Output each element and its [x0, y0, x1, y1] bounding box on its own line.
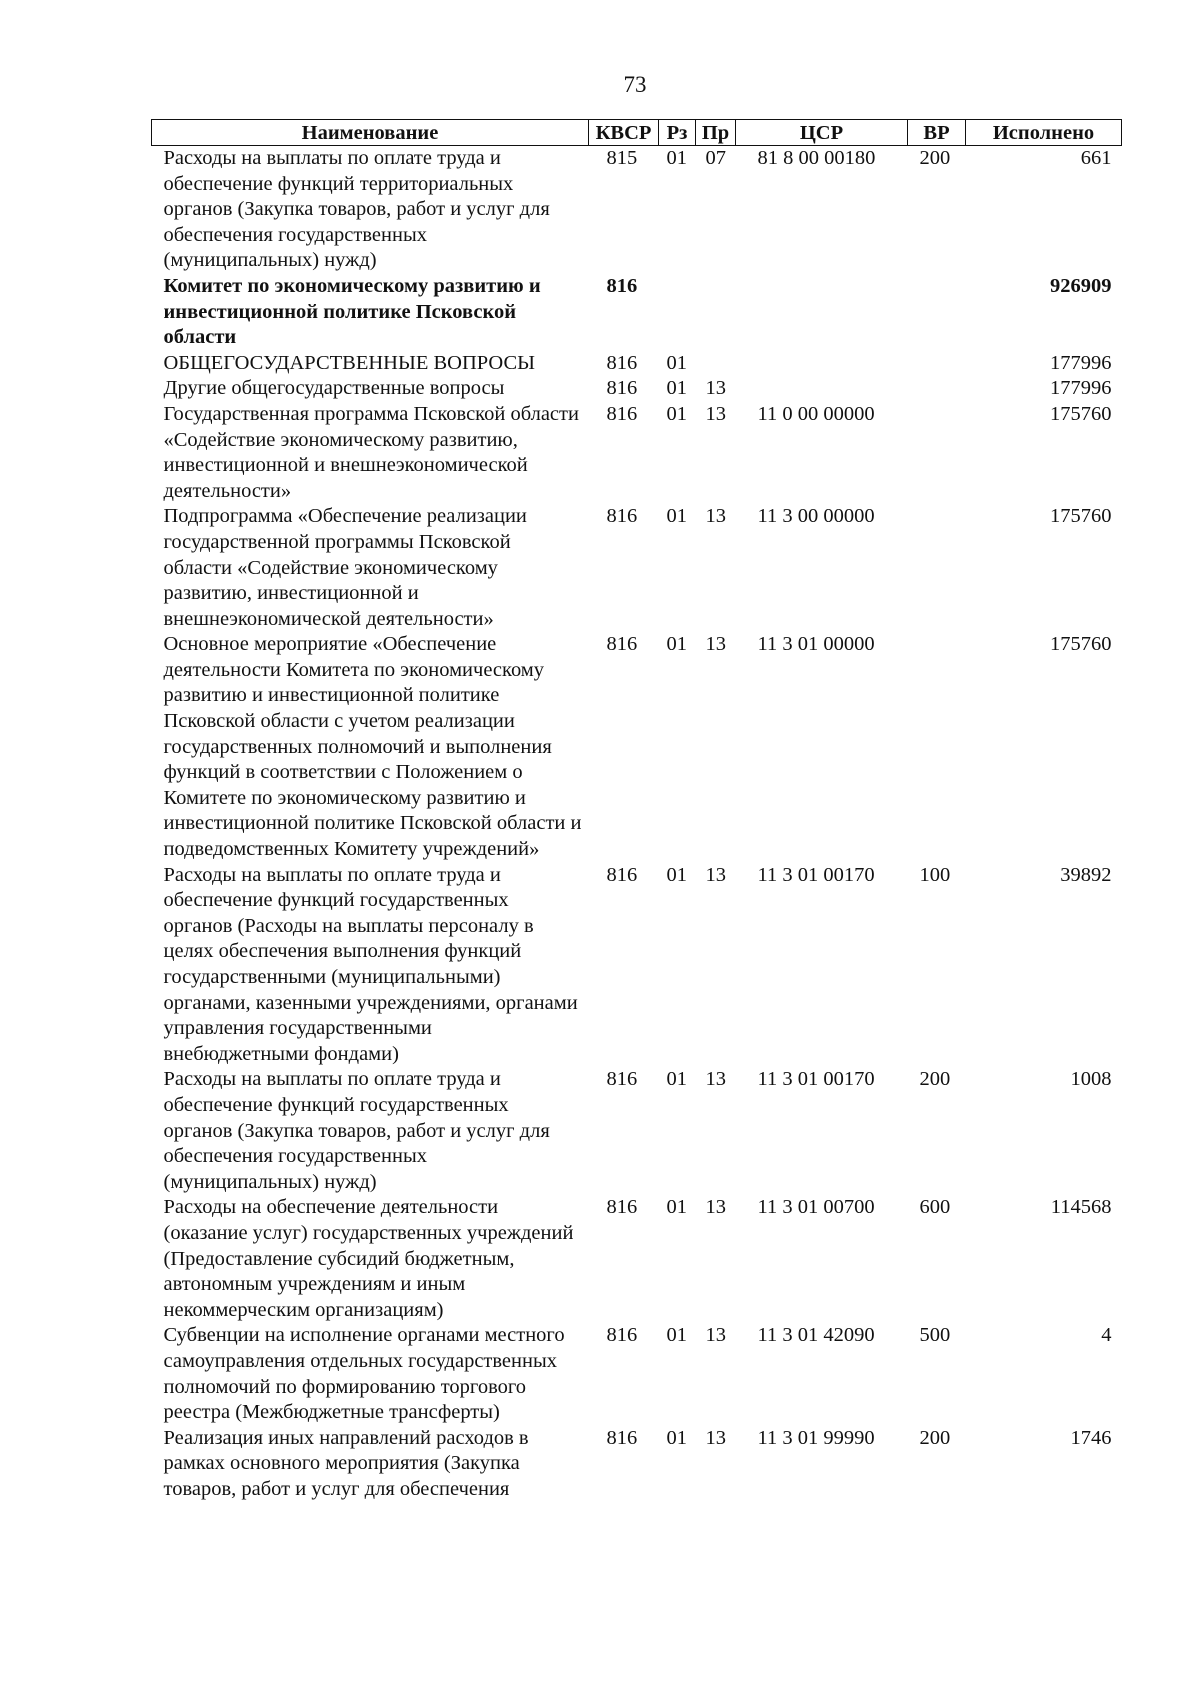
table-header	[152, 120, 1122, 146]
cell-csr	[736, 351, 908, 377]
cell-pr	[696, 274, 736, 351]
cell-vr: 500	[919, 1324, 951, 1347]
cell-pr: 13	[705, 633, 726, 656]
cell-ispol: 661	[1080, 147, 1112, 169]
cell-vr: 200	[919, 147, 951, 169]
cell-ispol: 175760	[1050, 505, 1112, 528]
cell-kvsr: 816	[606, 863, 638, 886]
table-row	[152, 1426, 1122, 1503]
table-row	[152, 1323, 1122, 1425]
cell-ispol: 1008	[1070, 1068, 1112, 1091]
table-row	[152, 351, 1122, 377]
header-rz: Рз	[659, 120, 696, 146]
table-row	[152, 863, 1122, 1068]
cell-rz: 01	[666, 505, 687, 528]
cell-name: Государственная программа Псковской области «Содействие экономическому развитию, инвестиционной и внешнеэкономической деятельности»	[163, 402, 579, 502]
cell-ispol: 177996	[1050, 351, 1112, 374]
cell-vr: 600	[919, 1196, 951, 1219]
cell-ispol: 177996	[1050, 377, 1112, 400]
cell-pr	[696, 351, 736, 377]
table-row	[152, 504, 1122, 632]
cell-rz: 01	[666, 1324, 687, 1347]
cell-ispol: 175760	[1050, 402, 1112, 425]
cell-ispol: 1746	[1070, 1426, 1112, 1449]
header-ispol: Исполнено	[966, 120, 1122, 146]
cell-name: Расходы на выплаты по оплате труда и обеспечение функций территориальных органов (Закупка товаров, работ и услуг для обеспечения государственных (муниципальных) нужд)	[163, 147, 550, 272]
cell-ispol: 114568	[1050, 1196, 1112, 1219]
table-row	[152, 402, 1122, 504]
cell-csr: 11 3 01 42090	[757, 1324, 875, 1347]
cell-csr: 11 3 01 99990	[757, 1426, 875, 1449]
cell-kvsr: 816	[606, 1068, 638, 1091]
cell-pr: 13	[705, 505, 726, 528]
header-pr: Пр	[696, 120, 736, 146]
header-name: Наименование	[152, 120, 589, 146]
table-row	[152, 1067, 1122, 1195]
cell-csr: 11 3 01 00000	[757, 633, 875, 656]
cell-kvsr: 816	[606, 1426, 638, 1449]
cell-name: Подпрограмма «Обеспечение реализации государственной программы Псковской области «Содействие экономическому развитию, инвестиционной и внешнеэкономической деятельности»	[163, 505, 527, 630]
cell-kvsr: 816	[606, 274, 638, 297]
cell-name: Расходы на выплаты по оплате труда и обеспечение функций государственных органов (Расходы на выплаты персоналу в целях обеспечения выполнения функций государственными (муниципальными) органами, казенными учреждениями, органами управления государственными внебюджетными фондами)	[163, 863, 578, 1065]
cell-csr	[736, 274, 908, 351]
budget-table	[151, 119, 1122, 1502]
cell-name: Расходы на обеспечение деятельности (оказание услуг) государственных учреждений (Предоставление субсидий бюджетным, автономным учреждениям и иным некоммерческим организациям)	[163, 1196, 574, 1321]
cell-rz: 01	[666, 147, 687, 169]
cell-name: Основное мероприятие «Обеспечение деятельности Комитета по экономическому развитию и инвестиционной политике Псковской области с учетом реализации государственных полномочий и выполнения функций в соответствии с Положением о Комитете по экономическому развитию и инвестиционной политике Псковской области и подведомственных Комитету учреждений»	[163, 633, 582, 861]
cell-csr: 81 8 00 00180	[757, 147, 876, 169]
cell-csr: 11 3 01 00170	[757, 1068, 875, 1091]
cell-csr: 11 3 00 00000	[757, 505, 875, 528]
cell-name: ОБЩЕГОСУДАРСТВЕННЫЕ ВОПРОСЫ	[163, 351, 536, 374]
cell-pr: 13	[705, 402, 726, 425]
cell-vr: 200	[919, 1426, 951, 1449]
cell-rz: 01	[666, 1196, 687, 1219]
cell-rz: 01	[666, 1068, 687, 1091]
cell-vr: 200	[919, 1068, 951, 1091]
cell-vr	[908, 632, 966, 862]
cell-kvsr: 816	[606, 505, 638, 528]
cell-kvsr: 816	[606, 1196, 638, 1219]
cell-kvsr: 815	[606, 147, 638, 169]
cell-ispol: 39892	[1060, 863, 1112, 886]
cell-kvsr: 816	[606, 633, 638, 656]
cell-rz	[659, 274, 696, 351]
page-number: 73	[623, 72, 647, 97]
cell-pr: 07	[705, 147, 726, 169]
cell-rz: 01	[666, 1426, 687, 1449]
cell-vr: 100	[919, 863, 951, 886]
cell-rz: 01	[666, 863, 687, 886]
cell-kvsr: 816	[606, 402, 638, 425]
cell-pr: 13	[705, 863, 726, 886]
cell-ispol: 175760	[1050, 633, 1112, 656]
header-kvsr: КВСР	[589, 120, 659, 146]
cell-kvsr: 816	[606, 1324, 638, 1347]
cell-name: Расходы на выплаты по оплате труда и обеспечение функций государственных органов (Закупка товаров, работ и услуг для обеспечения государственных (муниципальных) нужд)	[163, 1068, 550, 1193]
cell-rz: 01	[666, 351, 687, 374]
cell-name: Субвенции на исполнение органами местного самоуправления отдельных государственных полномочий по формированию торгового реестра (Межбюджетные трансферты)	[163, 1324, 565, 1424]
cell-csr: 11 0 00 00000	[757, 402, 875, 425]
cell-ispol: 4	[1101, 1324, 1112, 1347]
cell-rz: 01	[666, 633, 687, 656]
cell-pr: 13	[705, 1426, 726, 1449]
cell-vr	[908, 274, 966, 351]
cell-vr	[908, 351, 966, 377]
cell-name: Реализация иных направлений расходов в рамках основного мероприятия (Закупка товаров, работ и услуг для обеспечения	[163, 1426, 529, 1500]
cell-pr: 13	[705, 1324, 726, 1347]
cell-rz: 01	[666, 402, 687, 425]
cell-pr: 13	[705, 1068, 726, 1091]
cell-vr	[908, 376, 966, 402]
cell-pr: 13	[705, 377, 726, 400]
cell-csr: 11 3 01 00170	[757, 863, 875, 886]
cell-vr	[908, 504, 966, 632]
header-csr: ЦСР	[736, 120, 908, 146]
cell-vr	[908, 402, 966, 504]
table-row	[152, 632, 1122, 862]
table-row	[152, 146, 1122, 274]
table-row	[152, 376, 1122, 402]
cell-name: Другие общегосударственные вопросы	[163, 377, 505, 400]
cell-ispol: 926909	[1050, 274, 1112, 297]
table-row	[152, 274, 1122, 351]
table-row	[152, 1195, 1122, 1323]
cell-rz: 01	[666, 377, 687, 400]
cell-csr	[736, 376, 908, 402]
table-body	[152, 146, 1122, 1503]
header-vr: ВР	[908, 120, 966, 146]
cell-kvsr: 816	[606, 351, 638, 374]
cell-pr: 13	[705, 1196, 726, 1219]
cell-kvsr: 816	[606, 377, 638, 400]
cell-name: Комитет по экономическому развитию и инвестиционной политике Псковской области	[163, 274, 541, 349]
cell-csr: 11 3 01 00700	[757, 1196, 875, 1219]
